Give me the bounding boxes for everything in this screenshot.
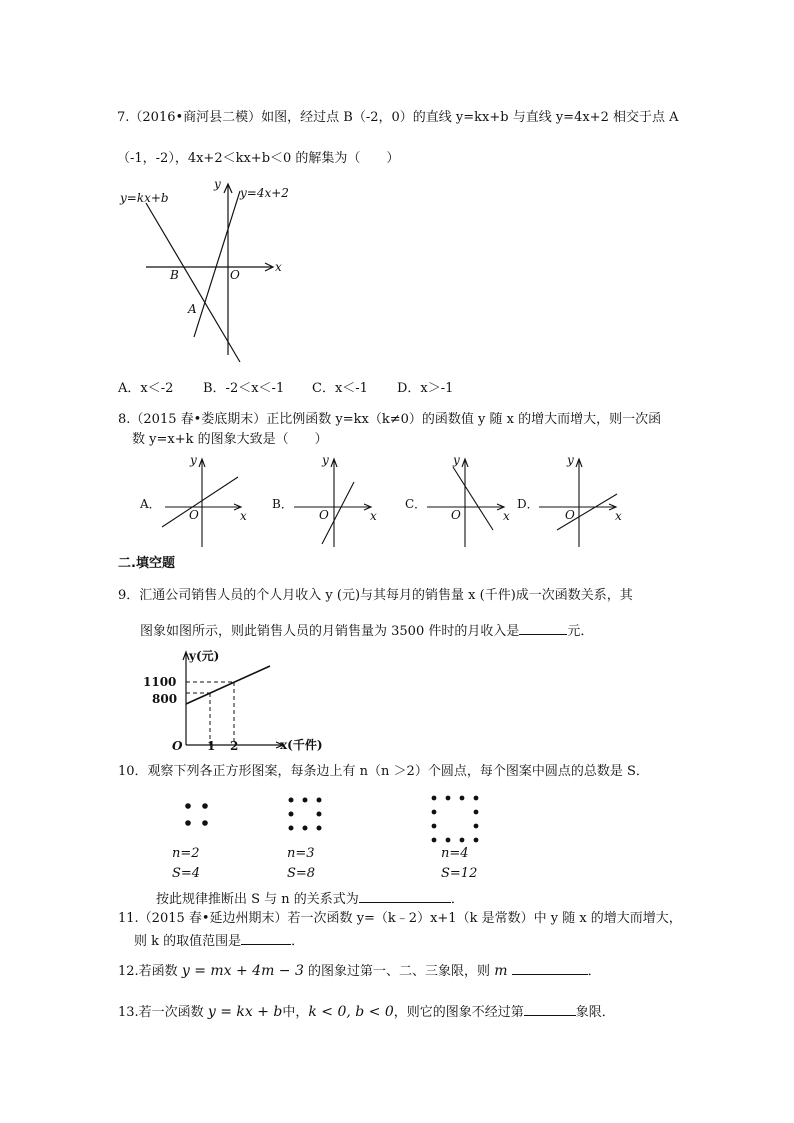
q10-answer-blank[interactable] <box>359 890 451 903</box>
q8-graph-c <box>405 452 520 550</box>
svg-text:x: x <box>503 509 510 523</box>
q12-prefix: 12.若函数 <box>118 964 178 979</box>
q9-chart <box>140 645 360 760</box>
q8-graph-c-label: C． <box>405 497 427 511</box>
q9-line2 <box>140 622 593 640</box>
q10-pattern-n2 <box>185 803 208 826</box>
q8-line2: 数 y=x+k 的图象大致是（ ） <box>132 432 328 447</box>
q10-line1: 10．观察下列各正方形图案，每条边上有 n（n ＞2）个圆点，每个图案中圆点的总数是 S． <box>118 764 649 779</box>
q8-graph-a <box>140 452 255 550</box>
q12-tail: ． <box>587 964 601 979</box>
q7-option-d: D．x＞-1 <box>397 381 454 396</box>
q13-rest: ，则它的图象不经过第 <box>393 1005 524 1020</box>
svg-text:O: O <box>451 508 461 522</box>
svg-text:y: y <box>190 453 197 467</box>
q7-option-b: B．-2＜x＜-1 <box>203 381 285 396</box>
svg-text:y: y <box>567 453 574 467</box>
q10-tail: ． <box>450 892 464 907</box>
svg-text:y: y <box>453 453 460 467</box>
q10-caption-n4: n=4 <box>441 846 469 861</box>
svg-text:x: x <box>370 509 377 523</box>
q9-xtick-2: 2 <box>230 739 239 753</box>
q10-caption-n3: n=3 <box>287 846 315 861</box>
q9-ylabel: y(元) <box>189 649 220 663</box>
q8-line1: 8.（2015 春•娄底期末）正比例函数 y=kx（k≠0）的函数值 y 随 x 的增大而增大，则一次函 <box>118 412 662 427</box>
q7-option-c: C．x＜-1 <box>312 381 368 396</box>
q10-caption-s12: S=12 <box>441 866 478 881</box>
q7-label-A: A <box>188 302 197 316</box>
q11-answer-blank[interactable] <box>241 932 291 945</box>
q9-tail: 元． <box>567 624 594 639</box>
q7-label-kxb: y=kx+b <box>120 191 169 205</box>
q9-data-line <box>186 666 270 704</box>
q12-middle: 的图象过第一、二、三象限，则 <box>308 964 491 979</box>
q13-cond: k < 0, b < 0 <box>308 1004 394 1020</box>
section-fill-in-heading: 二.填空题 <box>118 556 175 571</box>
q7-label-4x2: y=4x+2 <box>240 186 289 200</box>
q10-conclusion <box>156 890 464 908</box>
q7-label-O: O <box>230 268 240 282</box>
q12-answer-blank[interactable] <box>512 962 588 975</box>
q7-option-a: A．x＜-2 <box>118 381 174 396</box>
svg-text:x: x <box>615 509 622 523</box>
svg-text:O: O <box>565 508 575 522</box>
q12-formula: y = mx + 4m − 3 <box>181 963 304 979</box>
q10-pattern-n3 <box>289 798 322 831</box>
q9-line2-text: 图象如图所示，则此销售人员的月销售量为 3500 件时的月收入是 <box>140 624 520 639</box>
svg-text:O: O <box>189 508 199 522</box>
q10-caption-s8: S=8 <box>287 866 316 881</box>
q7-figure <box>110 175 300 370</box>
q9-ytick-1100: 1100 <box>143 675 177 689</box>
q9-ytick-800: 800 <box>152 692 178 706</box>
q8-graph-d-label: D． <box>517 497 539 511</box>
q9-answer-blank[interactable] <box>519 622 567 635</box>
q10-conclusion-text: 按此规律推断出 S 与 n 的关系式为 <box>156 892 359 907</box>
q7-label-y: y <box>214 177 221 191</box>
q8-graph-a-label: A． <box>140 497 161 511</box>
q8-graph-b-label: B． <box>272 497 293 511</box>
q11-line2 <box>134 932 304 950</box>
q12 <box>118 962 601 980</box>
q9-origin: O <box>172 739 183 753</box>
q7-label-B: B <box>170 268 179 282</box>
q8-graph-a-line <box>162 477 238 527</box>
svg-text:x: x <box>240 509 247 523</box>
q8-graph-d <box>517 452 632 550</box>
q13-prefix: 13.若一次函数 <box>118 1005 204 1020</box>
q10-caption-s4: S=4 <box>172 866 201 881</box>
q7-line1: 7.（2016•商河县二模）如图，经过点 B（-2，0）的直线 y=kx+b 与直线 y=4x+2 相交于点 A <box>117 110 679 125</box>
q13 <box>118 1003 615 1021</box>
q13-formula: y = kx + b <box>207 1004 283 1020</box>
q7-line2: （-1，-2），4x+2＜kx+b＜0 的解集为（ ） <box>117 151 400 166</box>
svg-text:O: O <box>319 508 329 522</box>
q13-answer-blank[interactable] <box>524 1003 576 1016</box>
q9-xtick-1: 1 <box>207 739 216 753</box>
q7-line-kxb <box>146 203 240 362</box>
q10-patterns <box>170 790 490 840</box>
q10-pattern-n4 <box>432 796 479 843</box>
q11-line2-text: 则 k 的取值范围是 <box>134 934 242 949</box>
q9-xlabel: x(千件) <box>280 738 323 752</box>
q9-line1: 9．汇通公司销售人员的个人月收入 y (元)与其每月的销售量 x (千件)成一次函数关系，其 <box>118 588 633 603</box>
q7-label-x: x <box>275 260 282 274</box>
q8-graph-b <box>272 452 387 550</box>
q7-line-4x2 <box>194 191 240 337</box>
svg-text:y: y <box>322 453 329 467</box>
q11-line1: 11.（2015 春•延边州期末）若一次函数 y=（k﹣2）x+1（k 是常数）中 y 随 x 的增大而增大， <box>118 911 682 926</box>
q12-var: m <box>494 963 508 979</box>
q10-caption-n2: n=2 <box>172 846 200 861</box>
q11-tail: ． <box>291 934 305 949</box>
q13-middle: 中， <box>282 1005 309 1020</box>
q13-tail: 象限． <box>575 1005 615 1020</box>
